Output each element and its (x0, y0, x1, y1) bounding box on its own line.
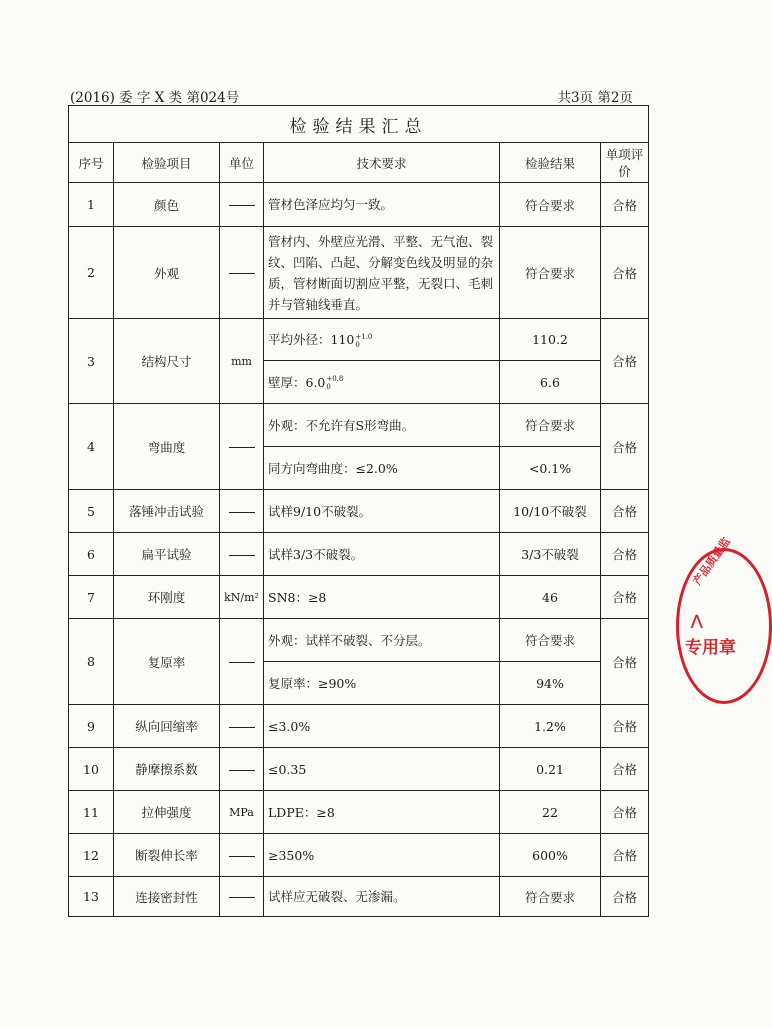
row-item: 外观 (114, 227, 220, 319)
row-unit (220, 619, 264, 705)
row-seq: 5 (69, 490, 114, 533)
row-evaluation: 合格 (601, 619, 649, 705)
row-item: 拉伸强度 (114, 791, 220, 834)
table-row (69, 404, 649, 447)
row-unit: kN/m² (220, 576, 264, 619)
row-unit (220, 533, 264, 576)
row-result: 94% (500, 662, 601, 705)
col-result: 检验结果 (500, 143, 601, 183)
table-row (69, 576, 649, 619)
row-unit (220, 877, 264, 917)
row-requirement: 复原率：≥90% (264, 662, 500, 705)
row-evaluation: 合格 (601, 533, 649, 576)
row-item: 纵向回缩率 (114, 705, 220, 748)
row-requirement: ≥350% (264, 834, 500, 877)
table-row (69, 834, 649, 877)
row-requirement: 试样3/3不破裂。 (264, 533, 500, 576)
table-row (69, 619, 649, 662)
row-result: 3/3不破裂 (500, 533, 601, 576)
row-item: 颜色 (114, 183, 220, 227)
row-result: <0.1% (500, 447, 601, 490)
row-item: 弯曲度 (114, 404, 220, 490)
row-evaluation: 合格 (601, 748, 649, 791)
row-evaluation: 合格 (601, 576, 649, 619)
page-header (70, 86, 633, 106)
row-seq: 4 (69, 404, 114, 490)
row-seq: 10 (69, 748, 114, 791)
row-item: 断裂伸长率 (114, 834, 220, 877)
row-result: 600% (500, 834, 601, 877)
table-row (69, 319, 649, 361)
row-item: 结构尺寸 (114, 319, 220, 404)
tolerance-lower: 0 (355, 340, 360, 349)
row-requirement (264, 361, 500, 404)
dash-mark (229, 273, 255, 274)
row-item: 落锤冲击试验 (114, 490, 220, 533)
seal-star-icon: ⋀ (691, 613, 703, 629)
table-row (69, 533, 649, 576)
page-info: 共3页 第2页 (557, 90, 633, 106)
row-requirement: 外观：不允许有S形弯曲。 (264, 404, 500, 447)
row-result: 符合要求 (500, 619, 601, 662)
row-requirement: 试样9/10不破裂。 (264, 490, 500, 533)
row-evaluation: 合格 (601, 490, 649, 533)
row-evaluation: 合格 (601, 319, 649, 404)
dash-mark (229, 447, 255, 448)
seal-main-text: 专用章 (685, 638, 736, 658)
row-item: 连接密封性 (114, 877, 220, 917)
row-result: 符合要求 (500, 877, 601, 917)
row-requirement: LDPE：≥8 (264, 791, 500, 834)
row-seq: 3 (69, 319, 114, 404)
table-title: 检验结果汇总 (69, 106, 649, 143)
dash-mark (229, 205, 255, 206)
dash-mark (229, 512, 255, 513)
document-number: (2016) 委 字 X 类 第024号 (70, 90, 240, 106)
row-requirement: 试样应无破裂、无渗漏。 (264, 877, 500, 917)
row-item: 扁平试验 (114, 533, 220, 576)
table-row (69, 877, 649, 917)
row-evaluation: 合格 (601, 705, 649, 748)
row-item: 复原率 (114, 619, 220, 705)
row-seq: 8 (69, 619, 114, 705)
row-evaluation: 合格 (601, 834, 649, 877)
row-requirement: 管材色泽应均匀一致。 (264, 183, 500, 227)
row-item: 静摩擦系数 (114, 748, 220, 791)
row-seq: 11 (69, 791, 114, 834)
row-result: 22 (500, 791, 601, 834)
row-result: 符合要求 (500, 183, 601, 227)
col-item: 检验项目 (114, 143, 220, 183)
dash-mark (229, 897, 255, 898)
row-evaluation: 合格 (601, 183, 649, 227)
row-requirement: ≤3.0% (264, 705, 500, 748)
dash-mark (229, 727, 255, 728)
row-result: 符合要求 (500, 404, 601, 447)
col-requirement: 技术要求 (264, 143, 500, 183)
row-seq: 13 (69, 877, 114, 917)
row-unit (220, 490, 264, 533)
row-unit: mm (220, 319, 264, 404)
row-requirement: 同方向弯曲度：≤2.0% (264, 447, 500, 490)
row-result: 46 (500, 576, 601, 619)
row-unit (220, 834, 264, 877)
table-row (69, 490, 649, 533)
tolerance-lower: 0 (326, 383, 331, 391)
results-table (68, 105, 649, 917)
seal-arc-text: 产品质量监 (690, 535, 733, 588)
table-row (69, 183, 649, 227)
row-item: 环刚度 (114, 576, 220, 619)
requirement-text: 平均外径：110 (268, 332, 355, 347)
row-seq: 9 (69, 705, 114, 748)
row-unit (220, 183, 264, 227)
official-seal (676, 535, 772, 704)
col-unit: 单位 (220, 143, 264, 183)
row-evaluation: 合格 (601, 877, 649, 917)
row-seq: 1 (69, 183, 114, 227)
row-result: 符合要求 (500, 227, 601, 319)
dash-mark (229, 856, 255, 857)
row-seq: 7 (69, 576, 114, 619)
col-seq: 序号 (69, 143, 114, 183)
row-requirement: 管材内、外壁应光滑、平整、无气泡、裂纹、凹陷、凸起、分解变色线及明显的杂质，管材断面切割应平整，无裂口、毛刺并与管轴线垂直。 (264, 227, 500, 319)
row-requirement: ≤0.35 (264, 748, 500, 791)
row-evaluation: 合格 (601, 227, 649, 319)
row-requirement (264, 319, 500, 361)
row-seq: 2 (69, 227, 114, 319)
row-requirement: 外观：试样不破裂、不分层。 (264, 619, 500, 662)
table-row (69, 227, 649, 319)
row-result: 10/10不破裂 (500, 490, 601, 533)
row-evaluation: 合格 (601, 404, 649, 490)
row-evaluation: 合格 (601, 791, 649, 834)
row-unit (220, 404, 264, 490)
header-row (69, 143, 649, 183)
row-seq: 12 (69, 834, 114, 877)
col-evaluation: 单项评价 (601, 143, 649, 183)
tolerance-upper: +0.8 (326, 375, 344, 383)
table-row (69, 705, 649, 748)
row-unit: MPa (220, 791, 264, 834)
row-result: 0.21 (500, 748, 601, 791)
row-unit (220, 748, 264, 791)
dash-mark (229, 555, 255, 556)
row-unit (220, 705, 264, 748)
tolerance-upper: +1.0 (355, 332, 373, 341)
dash-mark (229, 770, 255, 771)
requirement-text: 壁厚：6.0 (268, 374, 326, 390)
row-result: 1.2% (500, 705, 601, 748)
row-seq: 6 (69, 533, 114, 576)
table-row (69, 748, 649, 791)
row-unit (220, 227, 264, 319)
table-row (69, 791, 649, 834)
dash-mark (229, 662, 255, 663)
row-requirement: SN8：≥8 (264, 576, 500, 619)
row-result: 110.2 (500, 319, 601, 361)
row-result: 6.6 (500, 361, 601, 404)
